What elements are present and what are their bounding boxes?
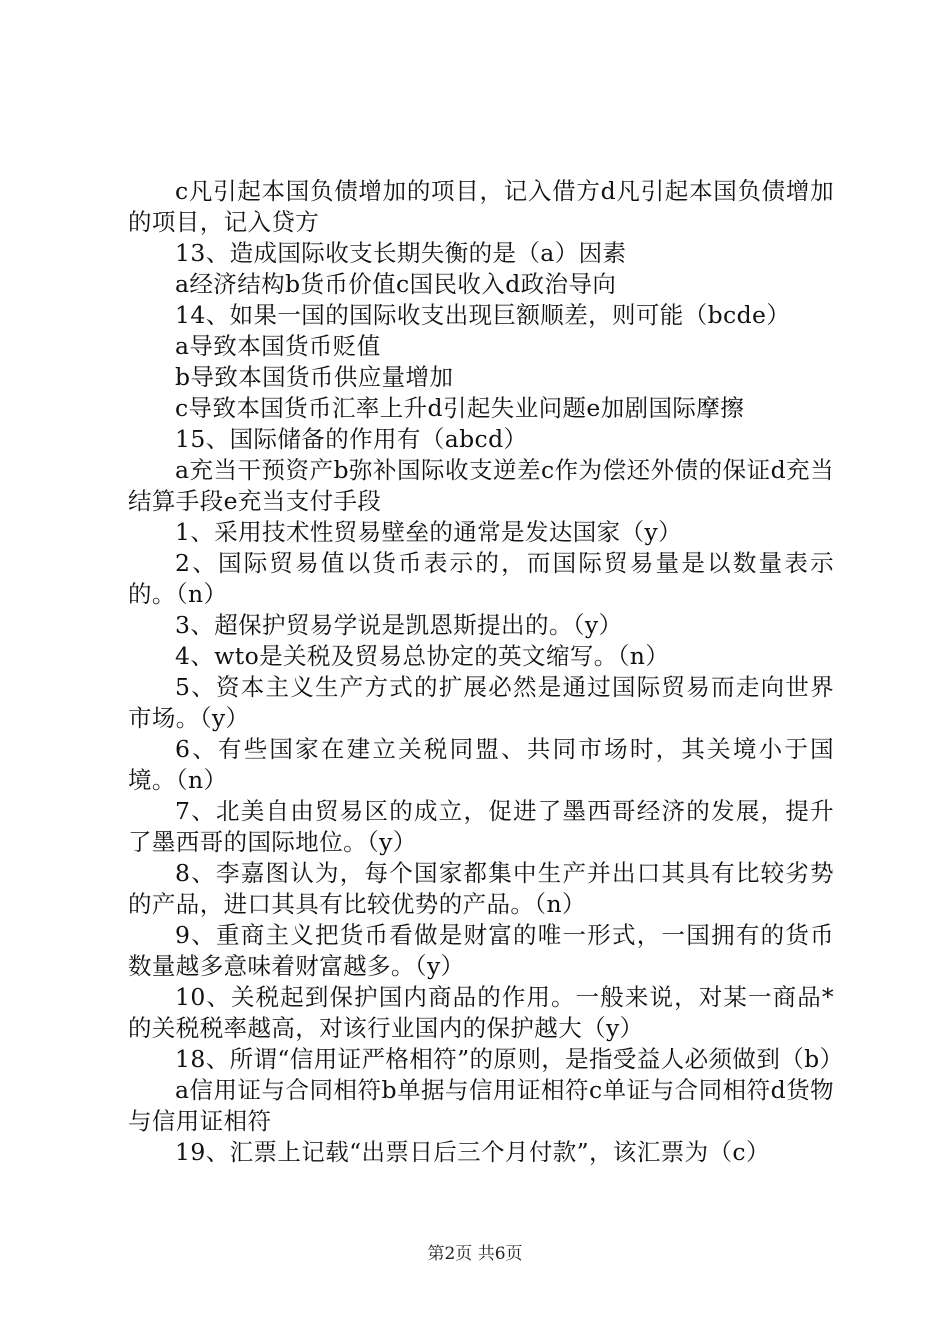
paragraph: 13、造成国际收支长期失衡的是（a）因素 xyxy=(175,239,627,267)
paragraph: a充当干预资产b弥补国际收支逆差c作为偿还外债的保证d充当结算手段e充当支付手段 xyxy=(128,456,834,515)
paragraph: a经济结构b货币价值c国民收入d政治导向 xyxy=(175,270,617,298)
paragraph: c凡引起本国负债增加的项目，记入借方d凡引起本国负债增加的项目，记入贷方 xyxy=(128,177,834,236)
paragraph: 14、如果一国的国际收支出现巨额顺差，则可能（bcde） xyxy=(175,301,791,329)
paragraph: 2、国际贸易值以货币表示的，而国际贸易量是以数量表示的。（n） xyxy=(128,549,834,608)
paragraph: 10、关税起到保护国内商品的作用。一般来说，对某一商品*的关税税率越高，对该行业国内的保护越大（y） xyxy=(128,983,834,1042)
paragraph: 19、汇票上记载“出票日后三个月付款”，该汇票为（c） xyxy=(175,1138,770,1166)
paragraph: 3、超保护贸易学说是凯恩斯提出的。（y） xyxy=(175,611,623,639)
paragraph: 6、有些国家在建立关税同盟、共同市场时，其关境小于国境。（n） xyxy=(128,735,834,794)
paragraph: 18、所谓“信用证严格相符”的原则，是指受益人必须做到（b） xyxy=(175,1045,844,1073)
paragraph: b导致本国货币供应量增加 xyxy=(175,363,454,391)
paragraph: a导致本国货币贬值 xyxy=(175,332,381,360)
paragraph: 9、重商主义把货币看做是财富的唯一形式，一国拥有的货币数量越多意味着财富越多。（y） xyxy=(128,921,834,980)
page-footer: 第2页 共6页 xyxy=(427,1244,523,1264)
document-body xyxy=(128,176,844,1168)
paragraph: c导致本国货币汇率上升d引起失业问题e加剧国际摩擦 xyxy=(175,394,745,422)
paragraph: 7、北美自由贸易区的成立，促进了墨西哥经济的发展，提升了墨西哥的国际地位。（y） xyxy=(128,797,834,856)
paragraph: 4、wto是关税及贸易总协定的英文缩写。（n） xyxy=(175,642,670,670)
paragraph: 8、李嘉图认为，每个国家都集中生产并出口其具有比较劣势的产品，进口其具有比较优势的产品。（n） xyxy=(128,859,834,918)
paragraph: 1、采用技术性贸易壁垒的通常是发达国家（y） xyxy=(175,518,683,546)
paragraph: a信用证与合同相符b单据与信用证相符c单证与合同相符d货物与信用证相符 xyxy=(128,1076,834,1135)
paragraph: 15、国际储备的作用有（abcd） xyxy=(175,425,528,453)
paragraph: 5、资本主义生产方式的扩展必然是通过国际贸易而走向世界市场。（y） xyxy=(128,673,834,732)
